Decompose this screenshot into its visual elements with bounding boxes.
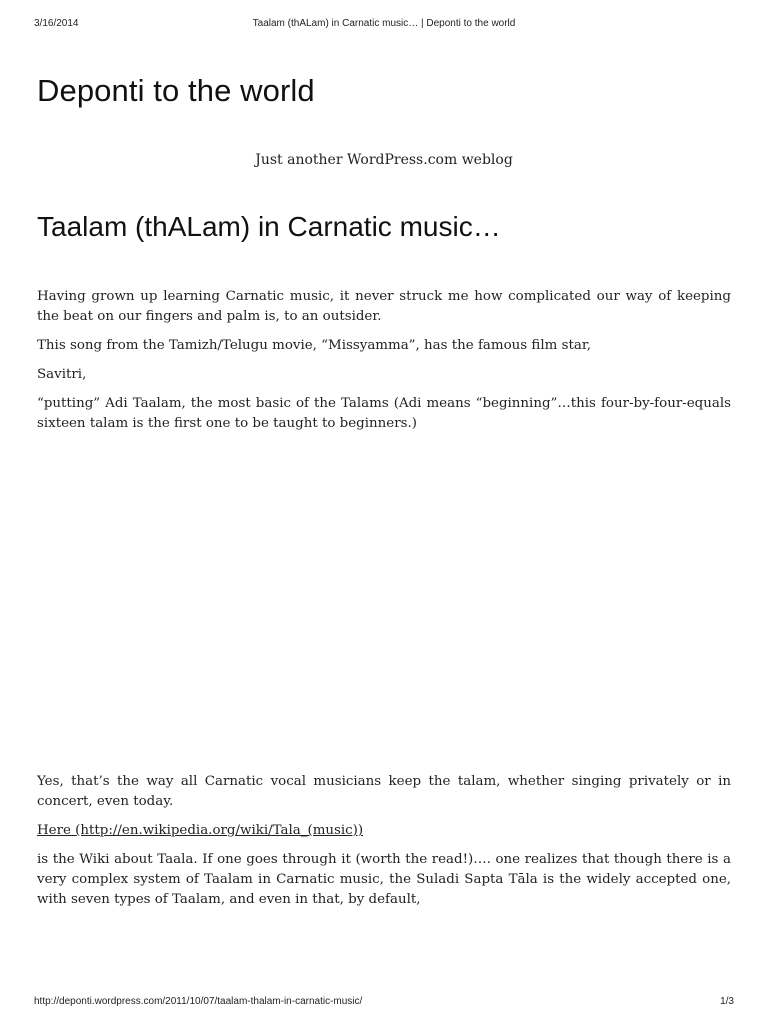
site-title[interactable]: Deponti to the world [37,73,315,108]
paragraph-intro: Having grown up learning Carnatic music, it never struck me how complicated our way of keeping the beat on our fingers and palm is, to an outsider. [37,289,731,324]
paragraph-song: This song from the Tamizh/Telugu movie, “Missyamma”, has the famous film star, [37,338,592,353]
paragraph-savitri: Savitri, [37,367,87,382]
print-date: 3/16/2014 [34,18,79,29]
paragraph-vocal-musicians: Yes, that’s the way all Carnatic vocal musicians keep the talam, whether singing privately or in concert, even today. [37,774,731,809]
site-tagline: Just another WordPress.com weblog [255,152,513,168]
print-page-number: 1/3 [720,996,734,1007]
print-url: http://deponti.wordpress.com/2011/10/07/taalam-thalam-in-carnatic-music/ [34,996,363,1007]
print-page-title: Taalam (thALam) in Carnatic music… | Deponti to the world [252,18,516,29]
wiki-link[interactable]: Here (http://en.wikipedia.org/wiki/Tala_(music)) [37,823,364,838]
print-footer [34,996,734,1010]
paragraph-link [37,821,731,841]
paragraph-wiki: is the Wiki about Taala. If one goes through it (worth the read!)…. one realizes that though there is a very complex system of Taalam in Carnatic music, the Suladi Sapta Tāla is the widely accepted one, with seven types of Taalam, and even in that, by default, [37,852,731,907]
post-title[interactable]: Taalam (thALam) in Carnatic music… [37,211,501,242]
post-content-bottom [37,772,731,919]
paragraph-adi-taalam: “putting” Adi Taalam, the most basic of the Talams (Adi means “beginning”…this four-by-four-equals sixteen talam is the first one to be taught to beginners.) [37,396,731,431]
print-header [34,18,734,32]
post-content-top [37,287,731,443]
